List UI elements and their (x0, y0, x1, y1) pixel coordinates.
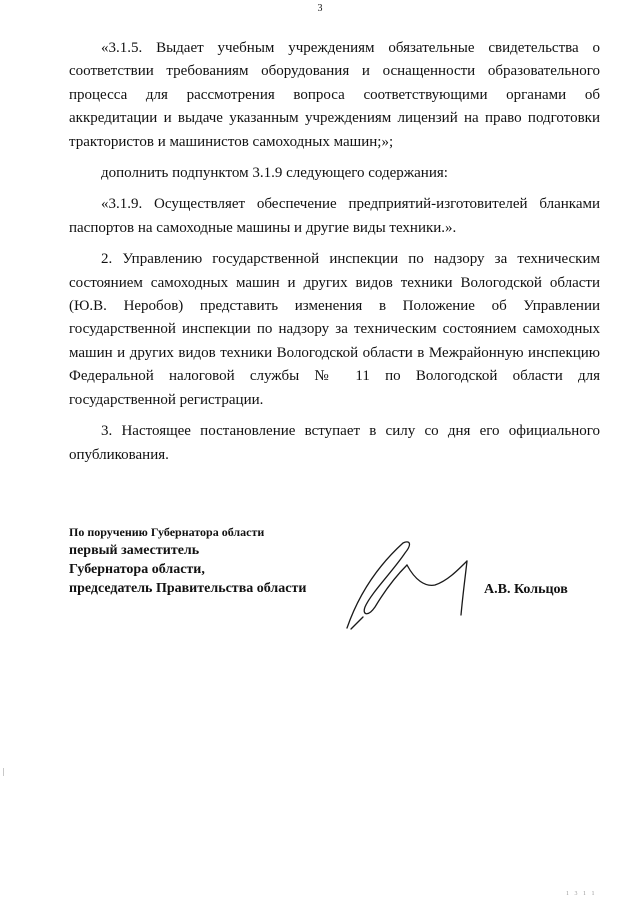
paragraph-add-3-1-9: дополнить подпунктом 3.1.9 следующего содержания: (101, 165, 448, 182)
scan-artifact (3, 768, 4, 776)
document-body (69, 37, 600, 467)
signature-title-line1: первый заместитель (69, 543, 200, 558)
signature-title-line3: председатель Правительства области (69, 581, 307, 596)
signature-title-line2: Губернатора области, (69, 562, 205, 577)
paragraph-3-1-5: «3.1.5. Выдает учебным учреждениям обязательные свидетельства о соответствии требованиям оборудования и оснащенности образовательного процесса для рассмотрения вопроса соответствующими органами об аккредитации и выдаче указанным учреждениям лицензий на право подготовки трактористов и машинистов самоходных машин;»; (69, 40, 600, 150)
paragraph-3-1-9: «3.1.9. Осуществляет обеспечение предприятий-изготовителей бланками паспортов на самоходные машины и другие виды техники.». (69, 196, 600, 236)
corner-mark: 1 3 1 1 (566, 891, 597, 897)
handwritten-signature (335, 535, 485, 635)
signature-on-behalf: По поручению Губернатора области (69, 525, 265, 539)
paragraph-item-2: 2. Управлению государственной инспекции по надзору за техническим состоянием самоходных машин и других видов техники Вологодской области (Ю.В. Неробов) представить изменения в Положение об Управлении государственной инспекции по надзору за техническим состоянием самоходных машин и других видов техники Вологодской области в Межрайонную инспекцию Федеральной налоговой службы № 11 по Вологодской области для государственной регистрации. (69, 251, 600, 408)
signature-block (69, 524, 306, 598)
page-number: 3 (317, 3, 323, 14)
signer-name: А.В. Кольцов (484, 582, 568, 597)
paragraph-item-3: 3. Настоящее постановление вступает в силу со дня его официального опубликования. (69, 423, 600, 463)
